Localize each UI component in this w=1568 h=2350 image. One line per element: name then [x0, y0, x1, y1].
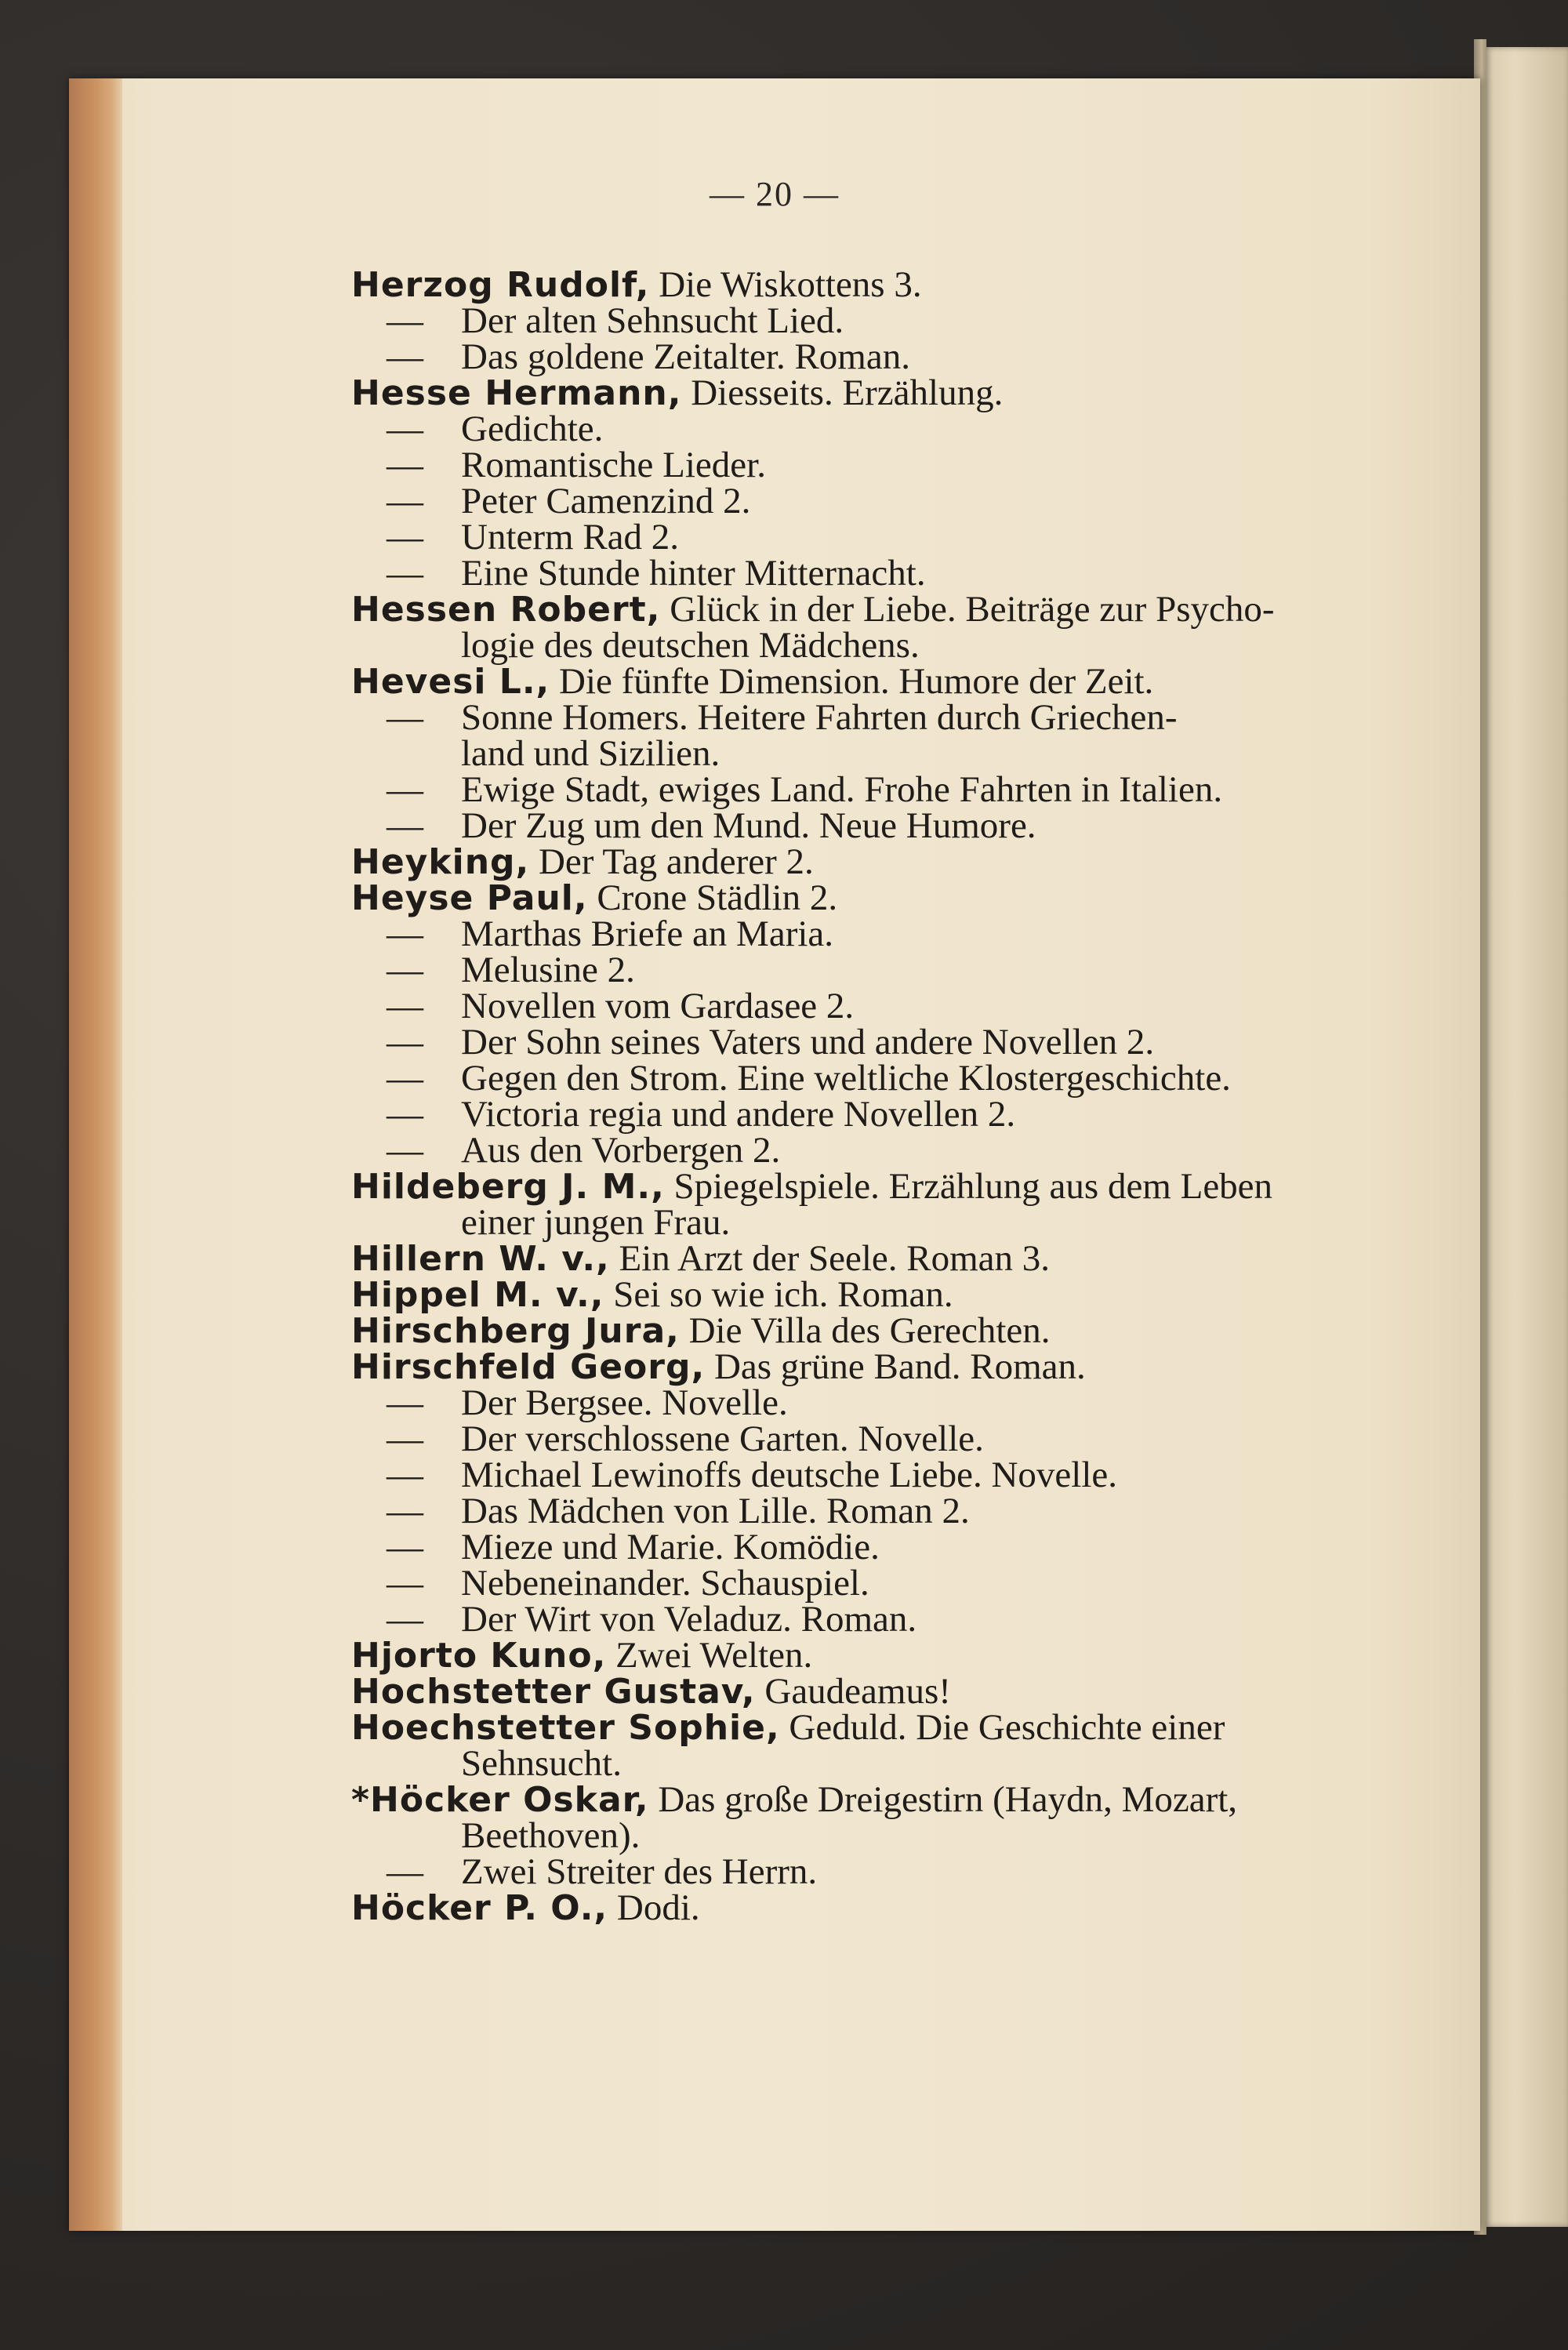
entry-text: Sei so wie ich. Roman. [604, 1274, 953, 1315]
entry-text: Ein Arzt der Seele. Roman 3. [609, 1238, 1051, 1279]
ditto-dash: — [387, 1491, 423, 1531]
title-entry [351, 1418, 1378, 1459]
entry-text: Eine Stunde hinter Mitternacht. [461, 553, 926, 594]
title-entry [351, 1024, 1378, 1060]
entry-text: logie des deutschen Mädchens. [461, 625, 920, 666]
entry-text: Zwei Welten. [606, 1635, 813, 1676]
author-entry [351, 1779, 1378, 1820]
author-name: Herzog Rudolf, [351, 265, 650, 305]
author-entry [351, 589, 1378, 630]
entry-text: Nebeneinander. Schauspiel. [461, 1563, 869, 1604]
author-name: Hirschberg Jura, [351, 1311, 680, 1351]
ditto-dash: — [387, 517, 423, 558]
entry-text: Sehnsucht. [461, 1743, 622, 1784]
entry-text: Victoria regia und andere Novellen 2. [461, 1094, 1016, 1135]
entry-text: Romantische Lieder. [461, 445, 766, 485]
entry-text: Sonne Homers. Heitere Fahrten durch Griechen- [461, 697, 1178, 738]
ditto-dash: — [387, 553, 423, 594]
facing-page-edge [1486, 47, 1568, 2227]
continuation-line [351, 733, 1378, 774]
author-entry [351, 1887, 1378, 1928]
author-entry [351, 264, 1378, 305]
ditto-dash: — [387, 1022, 423, 1062]
ditto-dash: — [387, 336, 423, 377]
author-entry [351, 1310, 1378, 1351]
entry-text: land und Sizilien. [461, 733, 720, 774]
ditto-dash: — [387, 409, 423, 449]
title-entry [351, 300, 1378, 341]
page-number: — 20 — [710, 175, 840, 213]
continuation-line [351, 1202, 1378, 1243]
title-entry [351, 447, 1378, 483]
author-name: Hevesi L., [351, 662, 550, 702]
entry-text: Aus den Vorbergen 2. [461, 1130, 781, 1171]
title-entry [351, 1382, 1378, 1423]
continuation-line [351, 625, 1378, 666]
author-name: Hjorto Kuno, [351, 1636, 607, 1676]
author-name: Hoechstetter Sophie, [351, 1708, 780, 1748]
entry-text: Gedichte. [461, 409, 604, 449]
ditto-dash: — [387, 1455, 423, 1495]
title-entry [351, 411, 1378, 447]
entry-text: Das große Dreigestirn (Haydn, Mozart, [648, 1779, 1238, 1820]
author-entry [351, 841, 1378, 882]
entry-text: Zwei Streiter des Herrn. [461, 1851, 818, 1892]
ditto-dash: — [387, 300, 423, 341]
author-entry [351, 372, 1378, 413]
ditto-dash: — [387, 481, 423, 521]
entry-text: Novellen vom Gardasee 2. [461, 986, 855, 1026]
entry-text: Ewige Stadt, ewiges Land. Frohe Fahrten in Italien. [461, 769, 1223, 810]
page-binding-edge [69, 78, 122, 2231]
author-name: Hesse Hermann, [351, 373, 682, 413]
title-entry [351, 483, 1378, 519]
ditto-dash: — [387, 950, 423, 990]
entry-text: Der Bergsee. Novelle. [461, 1382, 788, 1423]
entry-text: Die Villa des Gerechten. [679, 1310, 1051, 1351]
title-entry [351, 769, 1378, 810]
ditto-dash: — [387, 1599, 423, 1640]
title-entry [351, 913, 1378, 954]
title-entry [351, 1851, 1378, 1892]
ditto-dash: — [387, 1563, 423, 1604]
title-entry [351, 805, 1378, 846]
entry-text: Die fünfte Dimension. Humore der Zeit. [550, 661, 1154, 702]
entry-text: Peter Camenzind 2. [461, 481, 751, 521]
title-entry [351, 988, 1378, 1024]
ditto-dash: — [387, 445, 423, 485]
entry-text: Der Sohn seines Vaters und andere Novellen 2. [461, 1022, 1155, 1062]
title-entry [351, 553, 1378, 594]
ditto-dash: — [387, 769, 423, 810]
entry-text: Dodi. [608, 1887, 700, 1928]
ditto-dash: — [387, 697, 423, 738]
entry-text: Michael Lewinoffs deutsche Liebe. Novelle. [461, 1455, 1118, 1495]
entry-text: Das Mädchen von Lille. Roman 2. [461, 1491, 970, 1531]
author-index-list [351, 264, 1378, 1928]
author-entry [351, 877, 1378, 918]
entry-text: Glück in der Liebe. Beiträge zur Psycho- [660, 589, 1275, 630]
author-name: Hessen Robert, [351, 590, 661, 630]
author-entry [351, 1635, 1378, 1676]
entry-text: Der Wirt von Veladuz. Roman. [461, 1599, 917, 1640]
entry-text: Crone Städlin 2. [587, 877, 838, 918]
author-name: Hippel M. v., [351, 1275, 604, 1315]
entry-text: Der Zug um den Mund. Neue Humore. [461, 805, 1036, 846]
entry-text: Das goldene Zeitalter. Roman. [461, 336, 910, 377]
author-entry [351, 1707, 1378, 1748]
title-entry [351, 952, 1378, 988]
entry-text: Der alten Sehnsucht Lied. [461, 300, 844, 341]
title-entry [351, 1457, 1378, 1493]
ditto-dash: — [387, 1851, 423, 1892]
author-name: Hildeberg J. M., [351, 1167, 665, 1207]
author-name: *Höcker Oskar, [351, 1780, 649, 1820]
entry-text: Der verschlossene Garten. Novelle. [461, 1418, 984, 1459]
author-entry [351, 1346, 1378, 1387]
entry-text: Marthas Briefe an Maria. [461, 913, 834, 954]
title-entry [351, 1130, 1378, 1171]
entry-text: Gaudeamus! [755, 1671, 951, 1712]
entry-text: einer jungen Frau. [461, 1202, 731, 1243]
entry-text: Geduld. Die Geschichte einer [779, 1707, 1225, 1748]
entry-text: Gegen den Strom. Eine weltliche Klostergeschichte. [461, 1058, 1231, 1099]
title-entry [351, 1563, 1378, 1604]
ditto-dash: — [387, 1130, 423, 1171]
entry-text: Der Tag anderer 2. [529, 841, 814, 882]
entry-text: Unterm Rad 2. [461, 517, 680, 558]
entry-text: Beethoven). [461, 1815, 641, 1856]
ditto-dash: — [387, 1382, 423, 1423]
author-name: Heyking, [351, 842, 530, 882]
author-entry [351, 1166, 1378, 1207]
author-entry [351, 1671, 1378, 1712]
ditto-dash: — [387, 1094, 423, 1135]
title-entry [351, 336, 1378, 377]
title-entry [351, 1058, 1378, 1099]
ditto-dash: — [387, 1418, 423, 1459]
title-entry [351, 1094, 1378, 1135]
author-name: Heyse Paul, [351, 878, 588, 918]
author-name: Hirschfeld Georg, [351, 1347, 706, 1387]
ditto-dash: — [387, 1058, 423, 1099]
entry-text: Die Wiskottens 3. [649, 264, 922, 305]
author-name: Hochstetter Gustav, [351, 1672, 756, 1712]
ditto-dash: — [387, 986, 423, 1026]
title-entry [351, 1493, 1378, 1529]
entry-text: Das grüne Band. Roman. [705, 1346, 1086, 1387]
title-entry [351, 1529, 1378, 1565]
title-entry [351, 699, 1378, 736]
title-entry [351, 517, 1378, 558]
continuation-line [351, 1745, 1378, 1782]
entry-text: Melusine 2. [461, 950, 635, 990]
author-entry [351, 1274, 1378, 1315]
title-entry [351, 1599, 1378, 1640]
ditto-dash: — [387, 805, 423, 846]
ditto-dash: — [387, 1527, 423, 1567]
author-entry [351, 661, 1378, 702]
author-name: Hillern W. v., [351, 1239, 610, 1279]
entry-text: Spiegelspiele. Erzählung aus dem Leben [664, 1166, 1273, 1207]
continuation-line [351, 1815, 1378, 1856]
entry-text: Diesseits. Erzählung. [681, 372, 1004, 413]
author-entry [351, 1240, 1378, 1277]
entry-text: Mieze und Marie. Komödie. [461, 1527, 880, 1567]
ditto-dash: — [387, 913, 423, 954]
author-name: Höcker P. O., [351, 1888, 608, 1928]
